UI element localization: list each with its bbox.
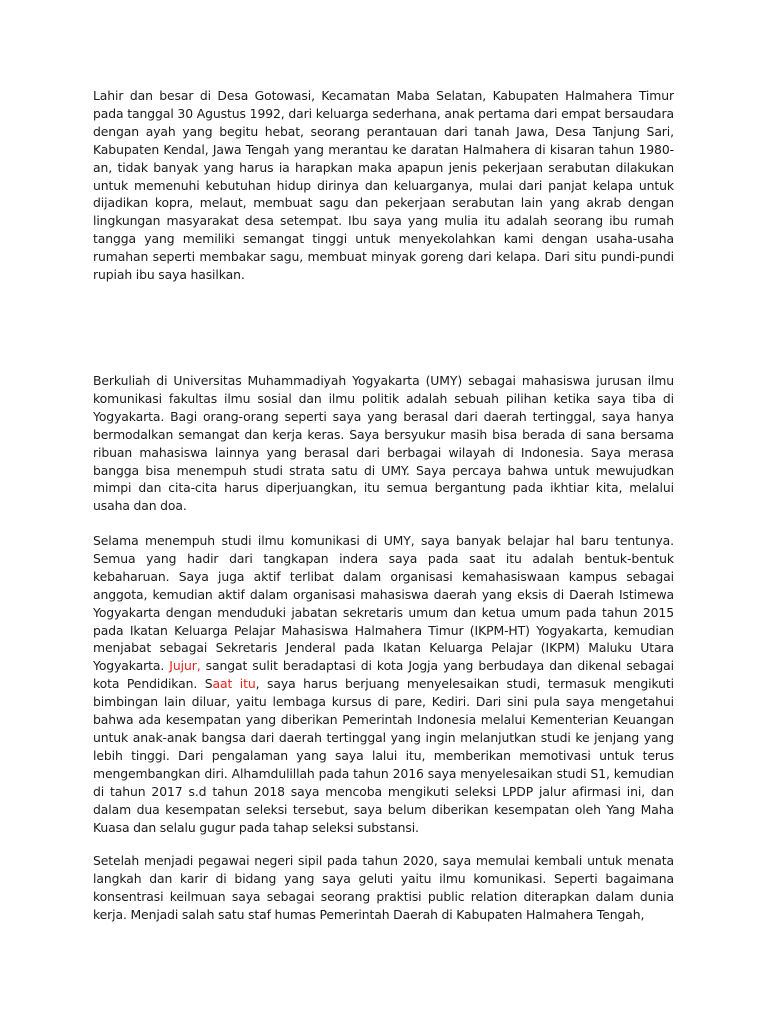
highlighted-text-saat-itu: aat itu bbox=[212, 676, 256, 692]
paragraph-study-experience bbox=[93, 532, 674, 836]
paragraph-career: Setelah menjadi pegawai negeri sipil pada tahun 2020, saya memulai kembali untuk menata langkah dan karir di bidang yang saya geluti yaitu ilmu komunikasi. Seperti bagaimana konsentrasi keilmuan saya sebagai seorang praktisi public relation diterapkan dalam dunia kerja. Menjadi salah satu staf humas Pemerintah Daerah di Kabupaten Halmahera Tengah, bbox=[93, 853, 674, 922]
highlighted-text-jujur: Jujur, bbox=[164, 658, 201, 674]
paragraph-university: Berkuliah di Universitas Muhammadiyah Yogyakarta (UMY) sebagai mahasiswa jurusan ilmu komunikasi fakultas ilmu sosial dan ilmu politik adalah sebuah pilihan ketika saya tiba di Yogyakarta. Bagi orang-orang seperti saya yang berasal dari daerah tertinggal, saya hanya bermodalkan semangat dan kerja keras. Saya bersyukur masih bisa berada di sana bersama ribuan mahasiswa lainnya yang berasal dari berbagai wilayah di Indonesia. Saya merasa bangga bisa menempuh studi strata satu di UMY. Saya percaya bahwa untuk mewujudkan mimpi dan cita-cita harus diperjuangkan, itu semua bergantung pada ikhtiar kita, melalui usaha dan doa. bbox=[93, 373, 674, 514]
paragraph-text-segment: Selama menempuh studi ilmu komunikasi di UMY, saya banyak belajar hal baru tentunya. Semua yang hadir dari tangkapan indera saya pada saat itu adalah bentuk-bentuk kebaharuan. Saya juga aktif terlibat dalam organisasi kemahasiswaan kampus sebagai anggota, kemudian aktif dalam organisasi mahasiswa daerah yang eksis di Daerah Istimewa Yogyakarta dengan menduduki jabatan sekretaris umum dan ketua umum pada tahun 2015 pada Ikatan Keluarga Pelajar Mahasiswa Halmahera Timur (IKPM-HT) Yogyakarta, kemudian menjabat sebagai Sekretaris Jenderal pada Ikatan Keluarga Pelajar (IKPM) Maluku Utara Yogyakarta. bbox=[93, 533, 674, 674]
paragraph-text-segment: sangat sulit beradaptasi di kota Jogja yang berbudaya dan dikenal sebagai kota Pendidikan. S bbox=[93, 658, 674, 692]
paragraph-early-life: Lahir dan besar di Desa Gotowasi, Kecamatan Maba Selatan, Kabupaten Halmahera Timur pada tanggal 30 Agustus 1992, dari keluarga sederhana, anak pertama dari empat bersaudara dengan ayah yang begitu hebat, seorang perantauan dari tanah Jawa, Desa Tanjung Sari, Kabupaten Kendal, Jawa Tengah yang merantau ke daratan Halmahera di kisaran tahun 1980-an, tidak banyak yang harus ia harapkan maka apapun jenis pekerjaan serabutan dilakukan untuk memenuhi kebutuhan hidup dirinya dan keluarganya, mulai dari panjat kelapa untuk dijadikan kopra, melaut, membuat sagu dan pekerjaan serabutan lain yang akrab dengan lingkungan masyarakat desa setempat. Ibu saya yang mulia itu adalah seorang ibu rumah tangga yang memiliki semangat tinggi untuk menyekolahkan kami dengan usaha-usaha rumahan seperti membakar sagu, membuat minyak goreng dari kelapa. Dari situ pundi-pundi rupiah ibu saya hasilkan. bbox=[93, 88, 674, 283]
paragraph-text-segment: , saya harus berjuang menyelesaikan studi, termasuk mengikuti bimbingan lain diluar, yaitu lembaga kursus di pare, Kediri. Dari sini pula saya mengetahui bahwa ada kesempatan yang diberikan Pemerintah Indonesia melalui Kementerian Keuangan untuk anak-anak bangsa dari daerah tertinggal yang ingin melanjutkan studi ke jenjang yang lebih tinggi. Dari pengalaman yang saya lalui itu, memberikan memotivasi untuk terus mengembangkan diri. Alhamdulillah pada tahun 2016 saya menyelesaikan studi S1, kemudian di tahun 2017 s.d tahun 2018 saya mencoba mengikuti seleksi LPDP jalur afirmasi ini, dan dalam dua kesempatan seleksi tersebut, saya belum diberikan kesempatan oleh Yang Maha Kuasa dan selalu gugur pada tahap seleksi substansi. bbox=[93, 676, 674, 835]
